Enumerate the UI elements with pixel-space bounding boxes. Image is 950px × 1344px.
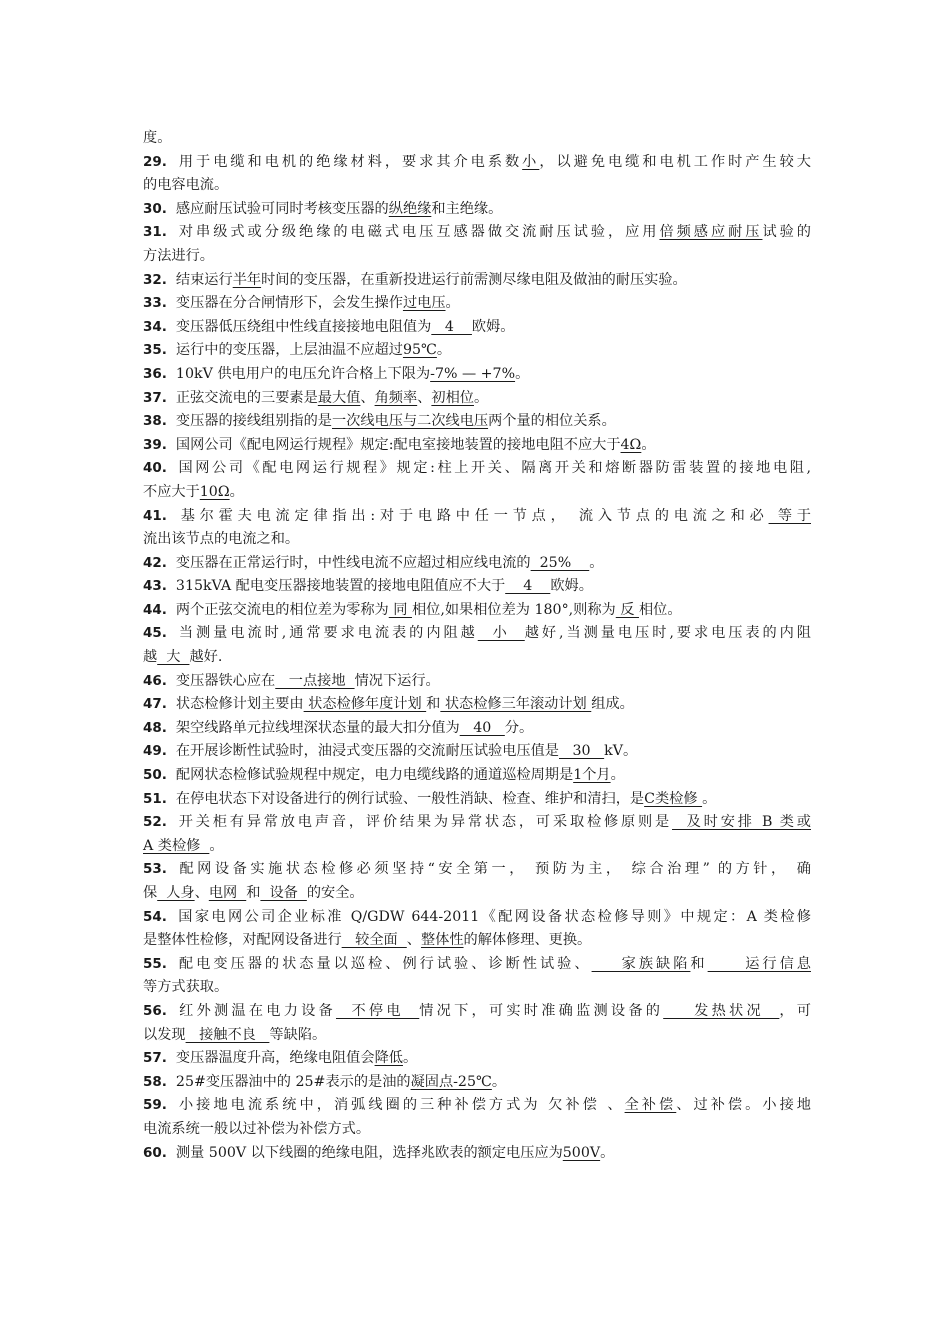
question-number: 32. <box>143 271 167 288</box>
question-number: 58. <box>143 1073 167 1090</box>
answer-blank: 小 <box>477 625 525 642</box>
question-text: 等方式获取。 <box>143 979 229 996</box>
question-text: 。 <box>589 554 604 571</box>
answer-blank: 家族缺陷 <box>591 955 691 972</box>
text-line <box>143 221 811 245</box>
question-text: 、 <box>417 389 432 406</box>
question-text: 和 <box>690 955 708 972</box>
question-number: 43. <box>143 578 167 595</box>
question-text: 不应大于 <box>143 483 200 500</box>
text-line <box>143 174 811 198</box>
question-text: 。 <box>209 837 224 854</box>
question-text: 两个正弦交流电的相位差为零称为 <box>175 601 389 618</box>
question-number: 46. <box>143 672 167 689</box>
question-text: 配网设备实施状态检修必须坚持“安全第一， 预防为主， 综合治理” 的方针， 确 <box>175 861 811 878</box>
question-number: 37. <box>143 389 167 406</box>
answer-blank: 25% <box>530 554 590 571</box>
question-text: 情况下，可实时准确监测设备的 <box>419 1002 664 1019</box>
question-text: 运行中的变压器，上层油温不应超过 <box>175 342 403 359</box>
question-text: 。 <box>610 767 625 784</box>
question-text: 对串级式或分级绝缘的电磁式电压互感器做交流耐压试验，应用 <box>175 224 660 241</box>
text-line <box>143 622 811 646</box>
question-number: 57. <box>143 1050 167 1067</box>
text-line <box>143 835 811 859</box>
question-text: 当测量电流时,通常要求电流表的内阻越 <box>175 625 478 642</box>
answer-blank: 凝固点-25℃ <box>410 1073 492 1090</box>
question-number: 54. <box>143 908 167 925</box>
question-text: 和主绝缘。 <box>431 200 503 217</box>
question-number: 35. <box>143 342 167 359</box>
question-text: 。 <box>436 342 452 359</box>
question-text: 和 <box>246 885 261 901</box>
text-line <box>143 1000 811 1024</box>
question-text: 情况下运行。 <box>354 672 440 689</box>
question-text: 状态检修计划主要由 <box>175 696 304 713</box>
answer-blank: 运行信息 <box>707 955 811 972</box>
text-line <box>143 717 811 741</box>
question-text: 组成。 <box>591 696 634 713</box>
text-line <box>143 387 811 411</box>
question-number: 48. <box>143 719 167 736</box>
text-line <box>143 528 811 552</box>
question-text: 国家电网公司企业标准 Q/GDW 644-2011《配网设备状态检修导则》中规定：A 类检修 <box>175 908 811 925</box>
question-number: 44. <box>143 601 167 618</box>
question-text: 变压器的接线组别指的是 <box>175 413 332 430</box>
question-number: 60. <box>143 1144 167 1161</box>
answer-blank: 状态检修年度计划 <box>303 696 427 713</box>
question-number: 38. <box>143 413 167 430</box>
question-number: 55. <box>143 955 167 972</box>
question-text: 在停电状态下对设备进行的例行试验、一般性消缺、检查、维护和清扫，是 <box>175 790 645 807</box>
question-text: 是整体性检修，对配网设备进行 <box>143 932 342 949</box>
question-number: 30. <box>143 200 167 217</box>
text-line <box>143 1047 811 1071</box>
question-text: 流出该节点的电流之和。 <box>143 531 300 548</box>
question-number: 56. <box>143 1002 167 1019</box>
question-text: 保 <box>143 885 158 901</box>
text-line <box>143 1024 811 1048</box>
question-text: ，可 <box>779 1002 811 1019</box>
text-line <box>143 906 811 930</box>
text-line <box>143 434 811 458</box>
question-text: 国网公司《配电网运行规程》规定:柱上开关、隔离开关和熔断器防雷装置的接地电阻, <box>175 460 811 477</box>
question-number: 53. <box>143 861 167 878</box>
question-text: 、 <box>406 932 421 949</box>
question-text: 10kV 供电用户的电压允许合格上下限为 <box>175 365 431 382</box>
question-text: 欧姆。 <box>550 578 593 595</box>
question-text: 。 <box>641 436 656 453</box>
text-line <box>143 740 811 764</box>
question-text: 315kVA 配电变压器接地装置的接地电阻值应不大于 <box>175 578 506 595</box>
text-line <box>143 599 811 623</box>
text-line <box>143 575 811 599</box>
answer-blank: -7% — +7% <box>430 365 516 382</box>
question-text: 相位,如果相位差为 180°,则称为 <box>411 601 616 618</box>
answer-blank: 电网 <box>208 885 247 901</box>
answer-blank: 4Ω <box>620 436 642 453</box>
text-line <box>143 292 811 316</box>
answer-blank: 初相位 <box>431 389 474 406</box>
question-text: 的电容电流。 <box>143 177 229 194</box>
question-text: 越好,当测量电压时,要求电压表的内阻 <box>524 625 811 642</box>
question-number: 36. <box>143 365 167 382</box>
question-text: 变压器温度升高，绝缘电阻值会 <box>175 1050 375 1067</box>
text-line <box>143 1094 811 1118</box>
text-line <box>143 151 811 175</box>
answer-blank: 角频率 <box>374 389 418 406</box>
question-text: 两个量的相位关系。 <box>488 413 616 430</box>
question-text: 度。 <box>143 130 172 146</box>
question-text: 。 <box>445 295 460 312</box>
question-text: 、 <box>194 885 209 901</box>
question-text: 用于电缆和电机的绝缘材料，要求其介电系数 <box>175 153 523 170</box>
answer-blank: 纵绝缘 <box>388 200 432 217</box>
question-text: 。 <box>600 1144 615 1161</box>
question-text: 越好. <box>189 649 223 666</box>
answer-blank: 4 <box>505 578 551 595</box>
answer-blank: 等于 <box>768 507 811 524</box>
question-text: 配电变压器的状态量以巡检、例行试验、诊断性试验、 <box>175 955 592 972</box>
question-text: 基尔霍夫电流定律指出:对于电路中任一节点， 流入节点的电流之和必 <box>175 507 769 524</box>
question-text: 以发现 <box>143 1026 186 1043</box>
answer-blank: 及时安排 B 类或 <box>672 814 811 831</box>
question-text: 变压器在分合闸情形下，会发生操作 <box>175 295 403 312</box>
text-line <box>143 127 811 151</box>
text-line <box>143 269 811 293</box>
text-line <box>143 882 811 906</box>
question-text: 。 <box>402 1050 418 1067</box>
question-number: 34. <box>143 318 167 335</box>
answer-blank: 4 <box>431 318 472 335</box>
question-text: 25#变压器油中的 25#表示的是油的 <box>175 1073 411 1090</box>
text-line <box>143 1118 811 1142</box>
text-line <box>143 481 811 505</box>
answer-blank: 同 <box>388 601 412 618</box>
text-line <box>143 811 811 835</box>
question-text: 的解体修理、更换。 <box>463 932 592 949</box>
answer-blank: 过电压 <box>402 295 446 312</box>
question-text: 方法进行。 <box>143 247 214 264</box>
question-text: ，以避免电缆和电机工作时产生较大 <box>539 153 811 170</box>
question-number: 41. <box>143 507 167 524</box>
answer-blank: 不停电 <box>335 1002 420 1019</box>
question-text: 变压器在正常运行时，中性线电流不应超过相应线电流的 <box>175 554 531 571</box>
question-text: kV。 <box>604 743 638 760</box>
text-line <box>143 363 811 387</box>
text-line <box>143 198 811 222</box>
answer-blank: 接触不良 <box>185 1026 270 1043</box>
question-text: 越 <box>143 649 158 666</box>
text-line <box>143 858 811 882</box>
answer-blank: 30 <box>559 743 605 760</box>
text-line <box>143 1071 811 1095</box>
answer-blank: 大 <box>157 649 190 666</box>
question-text: 国网公司《配电网运行规程》规定:配电室接地装置的接地电阻不应大于 <box>175 436 621 453</box>
text-line <box>143 316 811 340</box>
question-number: 39. <box>143 436 167 453</box>
question-number: 47. <box>143 696 167 713</box>
text-line <box>143 1142 811 1166</box>
text-line <box>143 953 811 977</box>
answer-blank: 一点接地 <box>275 672 355 689</box>
text-line <box>143 552 811 576</box>
answer-blank: 95℃ <box>402 342 437 359</box>
question-text: 小接地电流系统中，消弧线圈的三种补偿方式为 欠补偿 、 <box>175 1097 625 1114</box>
answer-blank: 最大值 <box>317 389 361 406</box>
answer-blank: 小 <box>522 153 540 170</box>
answer-blank: 状态检修三年滚动计划 <box>440 696 592 713</box>
question-text: 配网状态检修试验规程中规定，电力电缆线路的通道巡检周期是 <box>175 767 574 784</box>
question-number: 31. <box>143 224 167 241</box>
text-line <box>143 245 811 269</box>
question-number: 52. <box>143 814 167 831</box>
question-text: 结束运行 <box>175 271 233 288</box>
text-line <box>143 670 811 694</box>
question-text: 、 <box>360 389 375 406</box>
answer-blank: A 类检修 <box>143 837 210 854</box>
text-line <box>143 788 811 812</box>
question-text: 。 <box>229 483 244 500</box>
answer-blank: 全补偿 <box>624 1097 677 1114</box>
text-line <box>143 505 811 529</box>
question-text: 等缺陷。 <box>269 1026 327 1043</box>
question-list <box>143 127 811 1165</box>
question-text: 相位。 <box>638 601 682 618</box>
question-text: 、过补偿。小接地 <box>676 1097 811 1114</box>
question-text: 架空线路单元拉线埋深状态量的最大扣分值为 <box>175 719 460 736</box>
text-line <box>143 457 811 481</box>
question-text: 电流系统一般以过补偿为补偿方式。 <box>143 1120 371 1137</box>
answer-blank: 设备 <box>260 885 307 901</box>
text-line <box>143 693 811 717</box>
answer-blank: 整体性 <box>420 932 464 949</box>
question-number: 33. <box>143 295 167 312</box>
text-line <box>143 339 811 363</box>
answer-blank: 一次线电压与二次线电压 <box>332 413 489 430</box>
answer-blank: 降低 <box>374 1050 403 1067</box>
question-text: 红外测温在电力设备 <box>175 1002 336 1019</box>
question-number: 50. <box>143 767 167 784</box>
question-text: 。 <box>473 389 489 406</box>
question-text: 。 <box>515 365 530 382</box>
answer-blank: 反 <box>615 601 639 618</box>
question-number: 42. <box>143 554 167 571</box>
question-text: 变压器铁心应在 <box>175 672 276 689</box>
answer-blank: 发热状况 <box>663 1002 780 1019</box>
question-text: 时间的变压器，在重新投进运行前需测尽缘电阻及做油的耐压实验。 <box>261 271 687 288</box>
question-text: 测量 500V 以下线圈的绝缘电阻，选择兆欧表的额定电压应为 <box>175 1144 563 1161</box>
question-text: 变压器低压绕组中性线直接接地电阻值为 <box>175 318 432 335</box>
question-text: 开关柜有异常放电声音，评价结果为异常状态，可采取检修原则是 <box>175 814 673 831</box>
text-line <box>143 929 811 953</box>
question-number: 45. <box>143 625 167 642</box>
answer-blank: C类检修 <box>644 790 703 807</box>
question-number: 29. <box>143 153 167 170</box>
question-text: 欧姆。 <box>471 318 515 335</box>
question-number: 59. <box>143 1097 167 1114</box>
question-text: 的安全。 <box>306 885 364 901</box>
question-text: 和 <box>426 696 441 713</box>
text-line <box>143 646 811 670</box>
question-text: 感应耐压试验可同时考核变压器的 <box>175 200 389 217</box>
question-number: 49. <box>143 743 167 760</box>
question-text: 。 <box>491 1073 507 1090</box>
answer-blank: 40 <box>459 719 505 736</box>
question-text: 试验的 <box>762 224 811 241</box>
answer-blank: 倍频感应耐压 <box>659 224 763 241</box>
text-line <box>143 764 811 788</box>
answer-blank: 人身 <box>157 885 195 901</box>
text-line <box>143 976 811 1000</box>
answer-blank: 500V <box>562 1144 601 1161</box>
answer-blank: 10Ω <box>199 483 230 500</box>
question-text: 。 <box>702 790 717 807</box>
question-text: 分。 <box>504 719 534 736</box>
answer-blank: 1个月 <box>573 767 611 784</box>
question-number: 40. <box>143 460 167 477</box>
question-text: 正弦交流电的三要素是 <box>175 389 318 406</box>
question-text: 在开展诊断性试验时，油浸式变压器的交流耐压试验电压值是 <box>175 743 559 760</box>
question-number: 51. <box>143 790 167 807</box>
answer-blank: 较全面 <box>341 932 407 949</box>
text-line <box>143 410 811 434</box>
answer-blank: 半年 <box>232 271 262 288</box>
